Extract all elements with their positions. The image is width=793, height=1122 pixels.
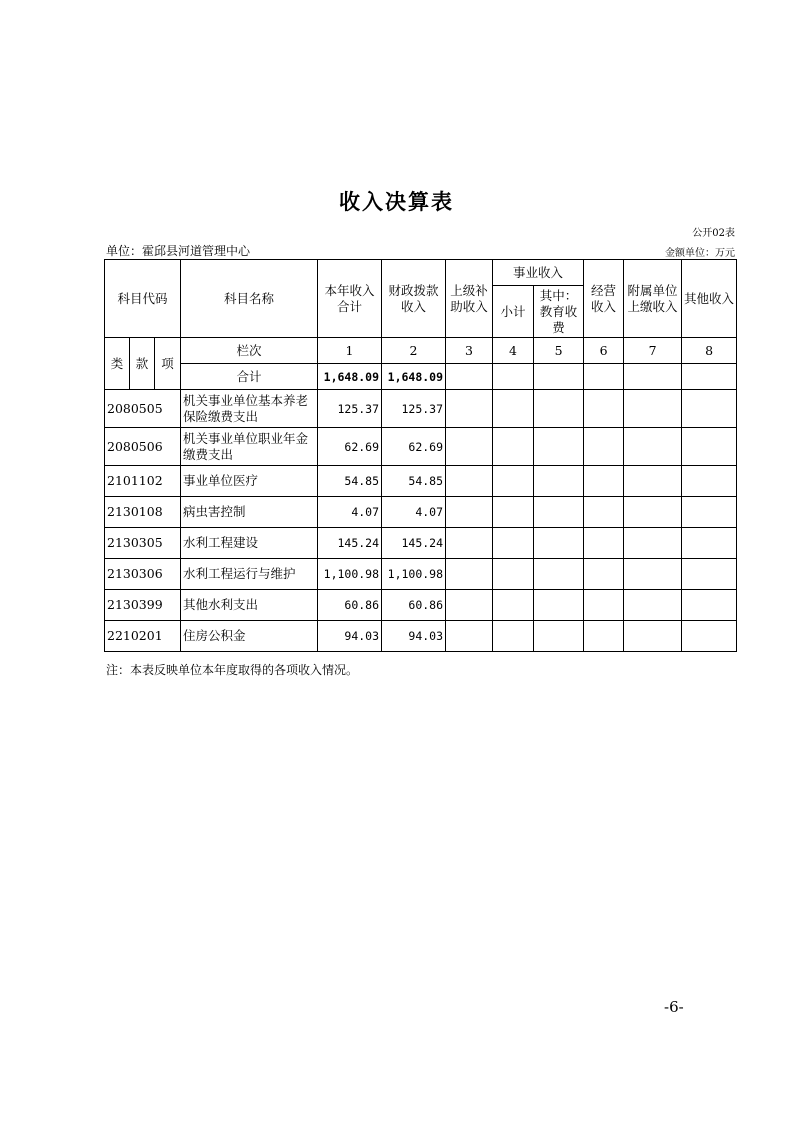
row-name: 水利工程运行与维护 xyxy=(181,559,318,590)
row-code: 2080506 xyxy=(105,428,181,466)
column-no-label: 栏次 xyxy=(181,338,318,364)
row-fiscal: 125.37 xyxy=(382,390,446,428)
header-subtotal: 小计 xyxy=(493,286,534,338)
header-business: 事业收入 xyxy=(493,260,584,286)
table-row xyxy=(105,559,737,590)
table-row xyxy=(105,528,737,559)
row-name: 其他水利支出 xyxy=(181,590,318,621)
header-code: 科目代码 xyxy=(105,260,181,338)
col-number: 3 xyxy=(446,338,493,364)
row-name: 水利工程建设 xyxy=(181,528,318,559)
row-code: 2210201 xyxy=(105,621,181,652)
row-code: 2130108 xyxy=(105,497,181,528)
header-superior: 上级补助收入 xyxy=(446,260,493,338)
table-row xyxy=(105,466,737,497)
row-total: 60.86 xyxy=(318,590,382,621)
col-number: 4 xyxy=(493,338,534,364)
row-code: 2130399 xyxy=(105,590,181,621)
header-fiscal: 财政拨款收入 xyxy=(382,260,446,338)
row-fiscal: 1,100.98 xyxy=(382,559,446,590)
row-name: 机关事业单位职业年金缴费支出 xyxy=(181,428,318,466)
row-fiscal: 60.86 xyxy=(382,590,446,621)
table-row xyxy=(105,590,737,621)
unit-label: 单位：霍邱县河道管理中心 xyxy=(106,244,251,258)
header-edu: 其中：教育收费 xyxy=(534,286,584,338)
row-fiscal: 4.07 xyxy=(382,497,446,528)
row-fiscal: 145.24 xyxy=(382,528,446,559)
row-fiscal: 54.85 xyxy=(382,466,446,497)
row-code: 2080505 xyxy=(105,390,181,428)
table-row xyxy=(105,497,737,528)
header-kuan: 款 xyxy=(130,338,155,390)
col-number: 2 xyxy=(382,338,446,364)
header-name: 科目名称 xyxy=(181,260,318,338)
row-name: 事业单位医疗 xyxy=(181,466,318,497)
table-row xyxy=(105,390,737,428)
row-name: 住房公积金 xyxy=(181,621,318,652)
row-code: 2130306 xyxy=(105,559,181,590)
header-operating: 经营收入 xyxy=(584,260,624,338)
table-note: 注：本表反映单位本年度取得的各项收入情况。 xyxy=(106,663,359,677)
row-code: 2101102 xyxy=(105,466,181,497)
row-fiscal: 94.03 xyxy=(382,621,446,652)
header-affiliated: 附属单位上缴收入 xyxy=(624,260,682,338)
header-xiang: 项 xyxy=(155,338,181,390)
header-other: 其他收入 xyxy=(682,260,737,338)
row-total: 145.24 xyxy=(318,528,382,559)
total-row xyxy=(105,364,737,390)
col-number: 6 xyxy=(584,338,624,364)
page-title: 收入决算表 xyxy=(339,190,454,214)
row-code: 2130305 xyxy=(105,528,181,559)
row-total: 54.85 xyxy=(318,466,382,497)
col-number: 8 xyxy=(682,338,737,364)
row-total: 94.03 xyxy=(318,621,382,652)
row-fiscal: 62.69 xyxy=(382,428,446,466)
col-number: 7 xyxy=(624,338,682,364)
income-table xyxy=(104,259,737,652)
row-total: 4.07 xyxy=(318,497,382,528)
row-name: 病虫害控制 xyxy=(181,497,318,528)
total-fiscal: 1,648.09 xyxy=(382,364,446,390)
row-name: 机关事业单位基本养老保险缴费支出 xyxy=(181,390,318,428)
table-row xyxy=(105,428,737,466)
header-lei: 类 xyxy=(105,338,130,390)
row-total: 1,100.98 xyxy=(318,559,382,590)
table-row xyxy=(105,621,737,652)
col-number: 5 xyxy=(534,338,584,364)
money-unit-label: 金额单位：万元 xyxy=(665,248,735,259)
total-label: 合计 xyxy=(181,364,318,390)
row-total: 62.69 xyxy=(318,428,382,466)
total-income: 1,648.09 xyxy=(318,364,382,390)
header-total: 本年收入合计 xyxy=(318,260,382,338)
form-number: 公开02表 xyxy=(692,228,735,239)
row-total: 125.37 xyxy=(318,390,382,428)
page-number: -6- xyxy=(664,998,684,1016)
col-number: 1 xyxy=(318,338,382,364)
